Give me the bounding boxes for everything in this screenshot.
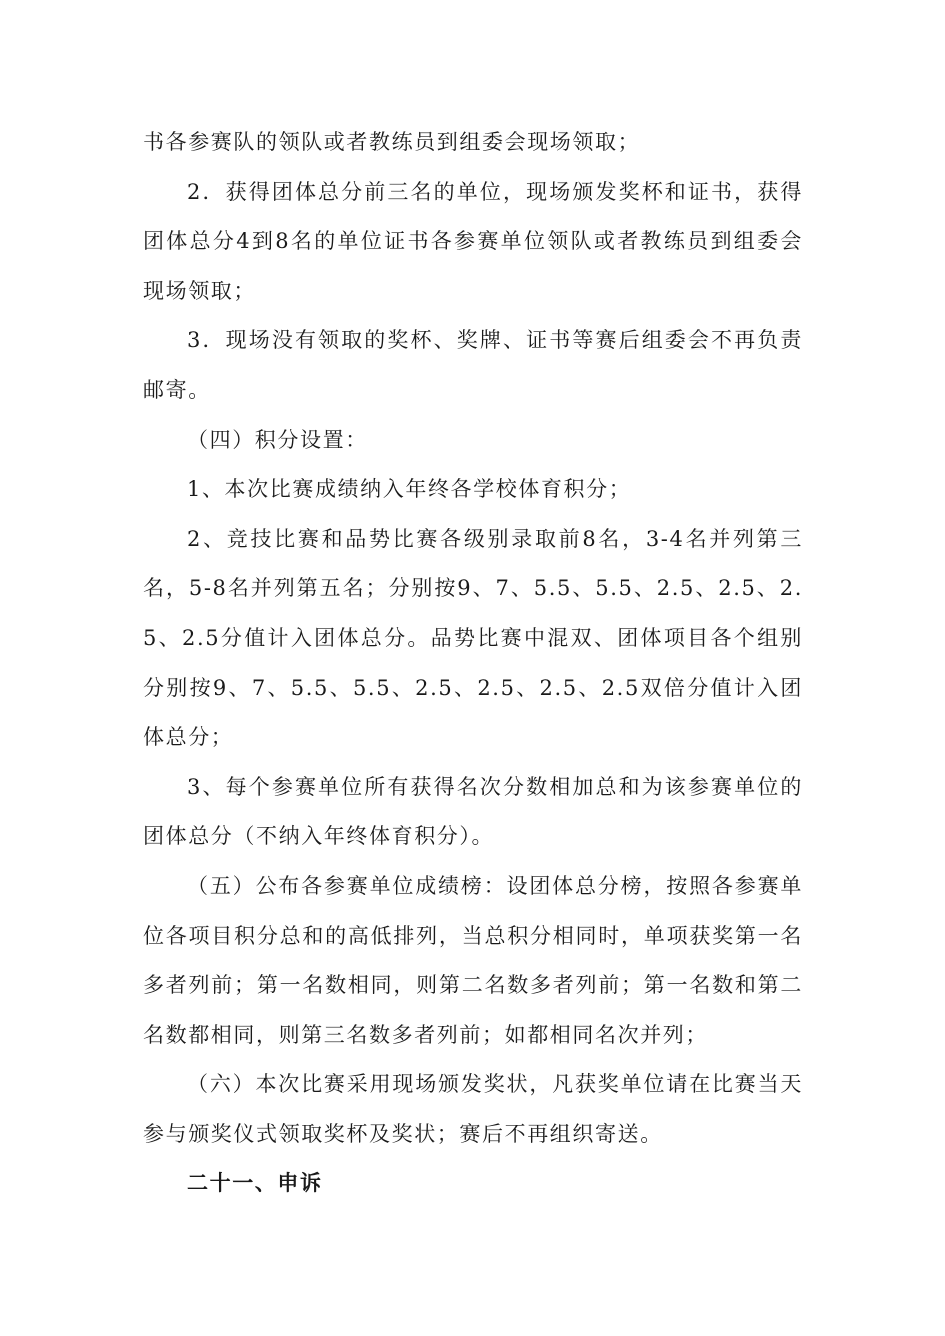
section-heading-appeals: 二十一、申诉: [187, 1171, 323, 1196]
paragraph-item-2-team-awards: 2．获得团体总分前三名的单位，现场颁发奖杯和证书，获得团体总分4到8名的单位证书各参赛单位领队或者教练员到组委会现场领取；: [143, 179, 803, 303]
paragraph-item-3-unclaimed-awards: 3．现场没有领取的奖杯、奖牌、证书等赛后组委会不再负责邮寄。: [143, 328, 803, 402]
paragraph-points-2: 2、竞技比赛和品势比赛各级别录取前8名，3-4名并列第三名，5-8名并列第五名；分别按9、7、5.5、5.5、2.5、2.5、2.5、2.5分值计入团体总分。品势比赛中混双、团体项目各个组别分别按9、7、5.5、5.5、2.5、2.5、2.5、2.5双倍分值计入团体总分；: [143, 526, 803, 750]
document-body: [143, 118, 803, 1209]
paragraph-continuation: 书各参赛队的领队或者教练员到组委会现场领取；: [143, 130, 641, 154]
paragraph-results-board: （五）公布各参赛单位成绩榜：设团体总分榜，按照各参赛单位各项目积分总和的高低排列，当总积分相同时，单项获奖第一名多者列前；第一名数相同，则第二名数多者列前；第一名数和第二名数都相同，则第三名数多者列前；如都相同名次并列；: [143, 873, 803, 1047]
paragraph-points-1: 1、本次比赛成绩纳入年终各学校体育积分；: [187, 477, 632, 502]
paragraph-award-ceremony: （六）本次比赛采用现场颁发奖状，凡获奖单位请在比赛当天参与颁奖仪式领取奖杯及奖状；赛后不再组织寄送。: [143, 1072, 803, 1146]
subheading-points-setup: （四）积分设置：: [187, 427, 368, 452]
paragraph-points-3: 3、每个参赛单位所有获得名次分数相加总和为该参赛单位的团体总分（不纳入年终体育积分）。: [143, 774, 803, 849]
